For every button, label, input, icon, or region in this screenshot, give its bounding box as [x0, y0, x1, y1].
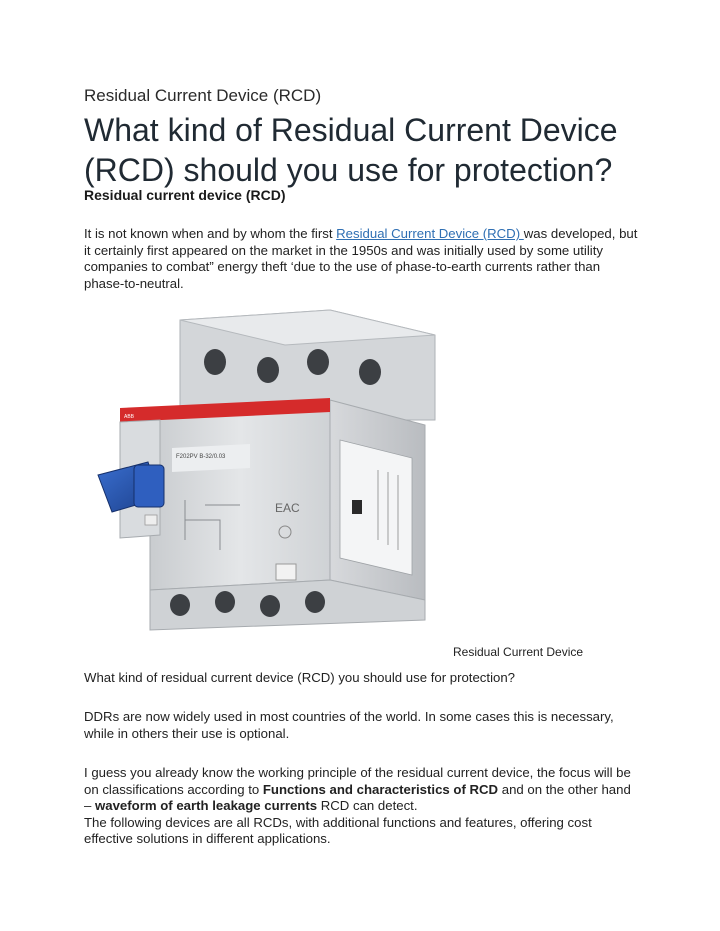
p4-text-a: I guess you already know the working principle of the residual current device, the focus will be on classifications according to: [84, 765, 631, 797]
p4-bold-functions: Functions and characteristics of RCD: [262, 781, 499, 797]
brand-mark: ABB: [124, 414, 135, 420]
device-label: F202PV B-32/0.03: [176, 454, 226, 460]
rcd-link[interactable]: Residual Current Device (RCD): [336, 226, 524, 241]
p4-bold-waveform: waveform of earth leakage currents: [95, 798, 318, 814]
question-paragraph: What kind of residual current device (RCD) you should use for protection?: [84, 670, 515, 685]
p4-text-f: The following devices are all RCDs, with additional functions and features, offering cost effective solutions in different applications.: [84, 814, 592, 847]
p4-text-e: RCD can detect.: [317, 798, 418, 814]
eac-mark: EAC: [275, 501, 300, 515]
classification-paragraph: [84, 765, 640, 848]
p4-text-c: and on the other hand –: [84, 781, 631, 814]
intro-text-after: was developed, but it certainly first appeared on the market in the 1950s and was initially used by some utility companies to combat” energy theft ‘due to the use of phase-to-earth currents rather than phase-to-neutral.: [84, 226, 638, 291]
rcd-device-image: [90, 300, 450, 640]
section-eyebrow: Residual Current Device (RCD): [84, 86, 322, 105]
figure-caption: Residual Current Device: [453, 645, 584, 659]
ddr-paragraph: DDRs are now widely used in most countries of the world. In some cases this is necessary, while in others their use is optional.: [84, 709, 614, 741]
page-subtitle: Residual current device (RCD): [84, 187, 286, 203]
intro-paragraph: [84, 226, 640, 292]
intro-text-before: It is not known when and by whom the first: [84, 226, 337, 241]
page-title: What kind of Residual Current Device (RCD) should you use for protection?: [84, 112, 618, 188]
